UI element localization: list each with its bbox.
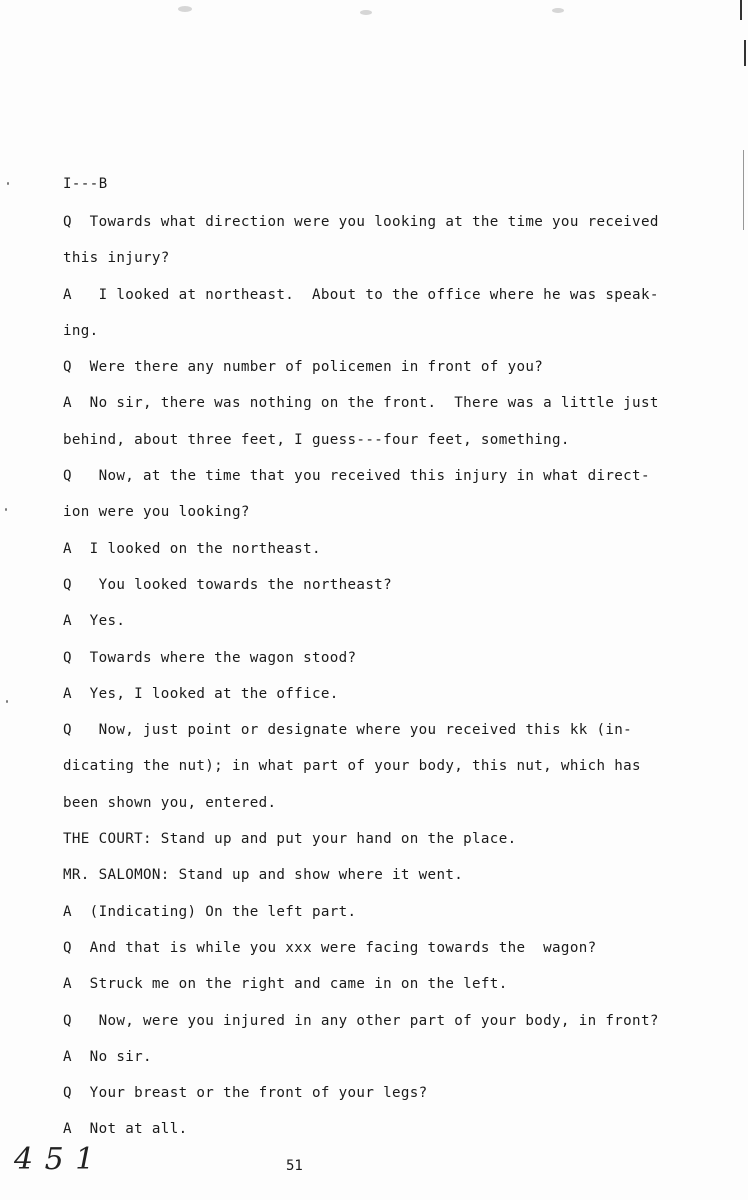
transcript-line: been shown you, entered. <box>63 794 277 811</box>
transcript-line: Q Now, at the time that you received this injury in what direct- <box>63 468 650 485</box>
transcript-line: A Yes. <box>63 613 126 630</box>
transcript-line: this injury? <box>63 250 170 267</box>
transcript-line: Q And that is while you xxx were facing towards the wagon? <box>63 939 597 956</box>
transcript-line: A No sir. <box>63 1048 152 1065</box>
scan-edge-mark <box>740 0 742 20</box>
transcript-line: Q Your breast or the front of your legs? <box>63 1085 428 1102</box>
transcript-line: A No sir, there was nothing on the front. There was a little just <box>63 395 659 412</box>
transcript-line: THE COURT: Stand up and put your hand on the place. <box>63 831 517 848</box>
scan-speck <box>7 182 9 185</box>
scan-speck <box>6 700 8 703</box>
transcript-line: A (Indicating) On the left part. <box>63 903 357 920</box>
transcript-line: ion were you looking? <box>63 504 250 521</box>
transcript-line: Q Towards where the wagon stood? <box>63 649 357 666</box>
scan-edge-mark <box>743 150 744 230</box>
transcript-body <box>63 212 723 1156</box>
scan-smudge <box>552 8 564 13</box>
transcript-line: ing. <box>63 322 99 339</box>
transcript-line: Q Now, were you injured in any other part of your body, in front? <box>63 1012 659 1029</box>
page-number: 51 <box>286 1158 303 1174</box>
scan-speck <box>5 508 7 511</box>
transcript-line: A I looked on the northeast. <box>63 540 321 557</box>
transcript-line: A Yes, I looked at the office. <box>63 685 339 702</box>
transcript-line: A Not at all. <box>63 1121 188 1138</box>
transcript-line: Q Now, just point or designate where you received this kk (in- <box>63 722 633 739</box>
transcript-line: dicating the nut); in what part of your body, this nut, which has <box>63 758 641 775</box>
section-header: I---B <box>63 176 108 192</box>
scan-smudge <box>178 6 192 12</box>
transcript-line: behind, about three feet, I guess---four feet, something. <box>63 431 570 448</box>
scan-smudge <box>360 10 372 15</box>
handwritten-page-annotation: 4 5 1 <box>14 1142 96 1177</box>
scan-edge-mark <box>744 40 746 66</box>
transcript-line: MR. SALOMON: Stand up and show where it went. <box>63 867 464 884</box>
transcript-line: A I looked at northeast. About to the office where he was speak- <box>63 286 659 303</box>
transcript-line: Q You looked towards the northeast? <box>63 576 392 593</box>
transcript-line: Q Were there any number of policemen in front of you? <box>63 359 544 376</box>
transcript-line: Q Towards what direction were you looking at the time you received <box>63 214 659 230</box>
transcript-line: A Struck me on the right and came in on the left. <box>63 976 508 993</box>
